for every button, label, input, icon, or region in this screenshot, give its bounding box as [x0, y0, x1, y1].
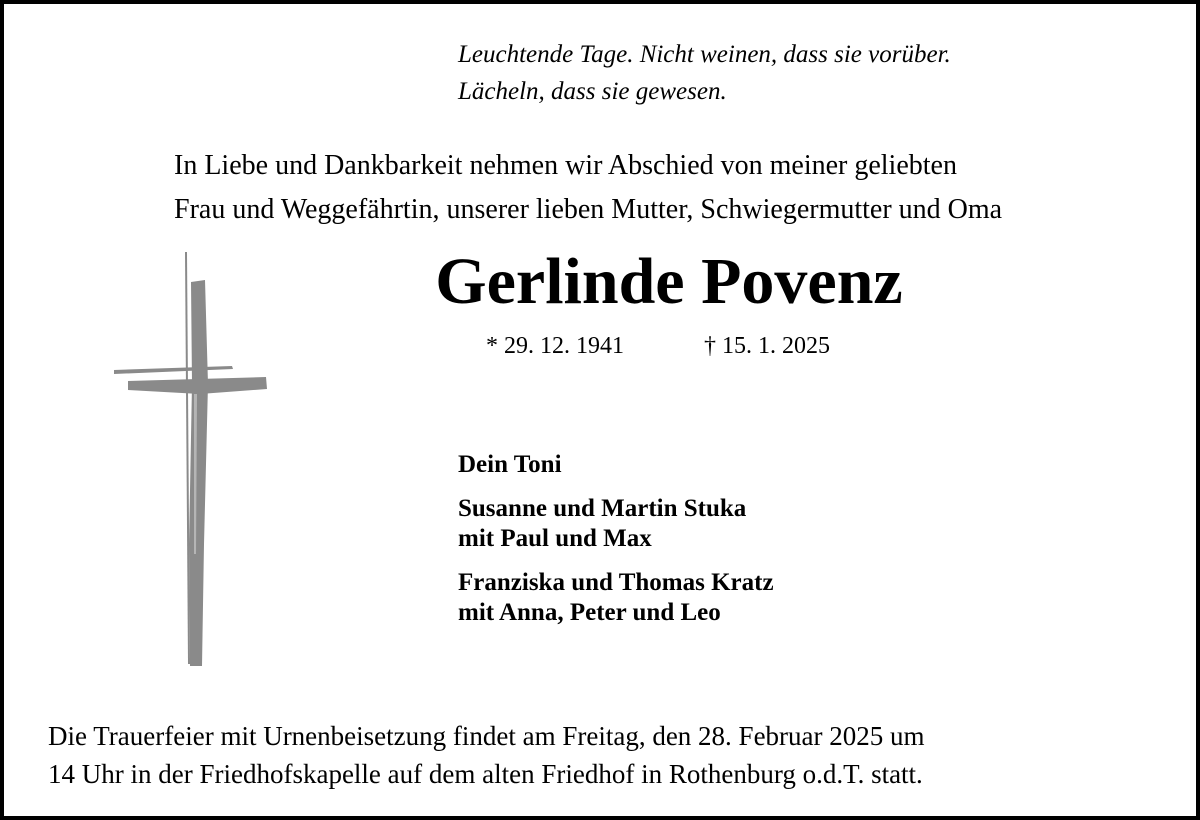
farewell-line-2: Frau und Weggefährtin, unserer lieben Mutter, Schwiegermutter und Oma: [174, 194, 1003, 225]
quote-line-2: Lächeln, dass sie gewesen.: [458, 78, 727, 105]
service-line-2: 14 Uhr in der Friedhofskapelle auf dem alten Friedhof in Rothenburg o.d.T. statt.: [48, 759, 923, 789]
mourner-group: [458, 568, 774, 628]
mourner-line: Franziska und Thomas Kratz: [458, 569, 774, 596]
memorial-quote: [458, 36, 951, 110]
funeral-service-info: [48, 717, 925, 793]
mourner-line: mit Paul und Max: [458, 525, 652, 552]
mourner-group: [458, 450, 774, 480]
mourners-list: [458, 450, 774, 642]
mourner-line: mit Anna, Peter und Leo: [458, 599, 721, 626]
deceased-name: Gerlinde Povenz: [435, 245, 903, 318]
farewell-line-1: In Liebe und Dankbarkeit nehmen wir Abschied von meiner geliebten: [174, 150, 957, 181]
mourner-line: Susanne und Martin Stuka: [458, 495, 747, 522]
mourner-line: Dein Toni: [458, 451, 562, 478]
birth-date: * 29. 12. 1941: [486, 333, 624, 359]
farewell-text: [174, 144, 1002, 232]
cross-icon: [104, 244, 284, 674]
mourner-group: [458, 494, 774, 554]
quote-line-1: Leuchtende Tage. Nicht weinen, dass sie vorüber.: [458, 41, 951, 68]
death-date: † 15. 1. 2025: [704, 333, 830, 359]
service-line-1: Die Trauerfeier mit Urnenbeisetzung findet am Freitag, den 28. Februar 2025 um: [48, 721, 925, 751]
